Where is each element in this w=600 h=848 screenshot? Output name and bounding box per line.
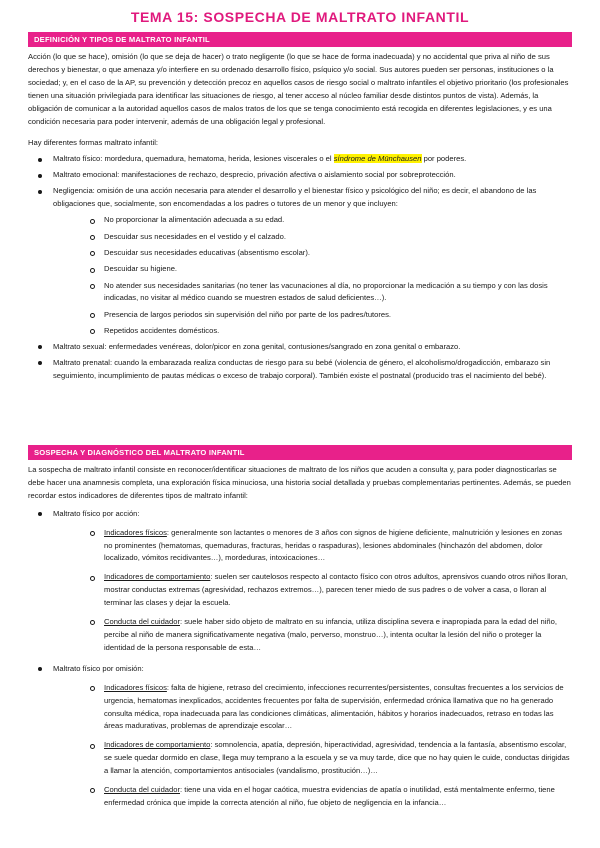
list-item-negligencia (28, 185, 572, 338)
list-item-por-accion (28, 508, 572, 655)
indicators-list (28, 508, 572, 810)
accion-sublist (53, 527, 572, 655)
indicator-text: : tiene una vida en el hogar caótica, muestra evidencias de apatía o inutilidad, está mentalmente enfermo, tiene enfermedad crónica que impide la correcta atención al niño, fue objeto de negligencia en la infancia… (104, 785, 555, 807)
indicator-label: Indicadores físicos (104, 527, 167, 537)
list-item: Descuidar sus necesidades educativas (absentismo escolar). (53, 247, 572, 260)
list-item (53, 527, 572, 566)
types-list (28, 153, 572, 382)
list-item: No atender sus necesidades sanitarias (no tener las vacunaciones al día, no proporcionar la medicación a su tiempo y con las dosis indicadas, no visitar al médico cuando se muestren estados de salud deficientes…). (53, 280, 572, 306)
indicator-label: Indicadores de comportamiento (104, 572, 211, 582)
indicator-text: : suelen ser cautelosos respecto al contacto físico con otros adultos, aprensivos cuando otros niños lloran, mostrar conductas extremas (agresividad, rechazos extremos…), parecen tener miedo de sus padres o de volver a casa, o lloran al terminar las clases y dejar la escuela. (104, 572, 568, 608)
list-item (53, 682, 572, 734)
accion-label: Maltrato físico por acción: (53, 508, 140, 518)
indicator-label: Indicadores de comportamiento (104, 740, 211, 750)
indicator-label: Conducta del cuidador (104, 617, 180, 627)
indicator-text: : somnolencia, apatía, depresión, hiperactividad, agresividad, tendencia a la fantasía, absentismo escolar, se suele quedar dormido en clase, llega muy temprano a la escuela y se va muy tarde, dice que no hay quien le cuide, conductas dirigidas a llamar la atención, comportamientos antisociales (vandalismo, prostitución…)… (104, 740, 570, 776)
list-item: Presencia de largos periodos sin supervisión del niño por parte de los padres/tutores. (53, 309, 572, 322)
definition-paragraph: Acción (lo que se hace), omisión (lo que se deja de hacer) o trato negligente (lo que se hace de forma inadecuada) y no accidental que priva al niño de sus derechos y bienestar, o que amenaza y/o interfiere en su ordenado desarrollo físico, psíquico y/o social. Sus autores pueden ser personas, instituciones o la sociedad; y, en el caso de la AP, su prevención y detección precoz en aquellos casos de riesgo social o maltrato infantiles el objetivo prioritario (los profesionales tienen una situación privilegiada para identificar las situaciones de riesgo, al tener acceso al núcleo familiar desde distintos puntos de vista). Además, la obligación de comunicar a la autoridad aquellos casos de malos tratos de los que se tenga conocimiento está recogida en diferentes legislaciones, y es una condición necesaria para poder intervenir, además de una obligación legal y profesional. (28, 52, 569, 126)
omision-sublist (53, 682, 572, 810)
list-item: Descuidar sus necesidades en el vestido y el calzado. (53, 231, 572, 244)
list-item-maltrato-prenatal: Maltrato prenatal: cuando la embarazada realiza conductas de riesgo para su bebé (violencia de género, el alcoholismo/drogadicción, embarazo sin seguimiento, incumplimiento de pautas médicas o exceso de trabajo corporal). También existe el postnatal (producido tras el nacimiento del bebé). (28, 357, 572, 383)
indicator-label: Indicadores físicos (104, 682, 167, 692)
negligencia-text: Negligencia: omisión de una acción necesaria para atender el desarrollo y el bienestar físico y psicológico del niño; es decir, el abandono de las obligaciones que, socialmente, son encomendadas a los padres o tutores de un menor y que incluyen: (53, 186, 537, 209)
section-definicion (28, 32, 572, 434)
indicator-text: : suele haber sido objeto de maltrato en su infancia, utiliza disciplina severa e inapropiada para la edad del niño, percibe al niño de manera significativamente negativa (malo, perverso, monstruo…), intenta ocultar la lesión del niño o proteger la identidad de la persona responsable de esta… (104, 617, 557, 652)
page-title: TEMA 15: SOSPECHA DE MALTRATO INFANTIL (130, 9, 470, 25)
list-item-por-omision (28, 663, 572, 810)
indicator-text: : generalmente son lactantes o menores de 3 años con signos de higiene deficiente, malnutrición y lesiones en zonas no prominentes (hematomas, quemaduras, fracturas, heridas o raspaduras), lesiones abdominales (hinchazón del abdomen, dolor localizado, vómitos recidivantes…), mordeduras, intoxicaciones… (104, 527, 563, 563)
list-item (53, 784, 572, 810)
list-item-maltrato-emocional: Maltrato emocional: manifestaciones de rechazo, desprecio, privación afectiva o aislamiento social por sobreprotección. (28, 169, 572, 182)
munchausen-highlight: síndrome de Münchausen (333, 154, 422, 164)
indicator-text: : falta de higiene, retraso del crecimiento, infecciones recurrentes/persistentes, consultas frecuentes a los servicios de urgencia, hematomas inexplicados, accidentes frecuentes por falta de supervisión, enfermedad crónica llamativa que no ha generado consulta médica, ropa inadecuada para las condiciones climáticas, alimentación, hábitos y horarios inadecuados, retraso en todas las áreas madurativas, problemas de aprendizaje escolar… (104, 682, 564, 731)
omision-label: Maltrato físico por omisión: (53, 663, 144, 673)
list-item-maltrato-fisico (28, 153, 572, 166)
list-item: Descuidar su higiene. (53, 263, 572, 276)
section-heading-definicion: DEFINICIÓN Y TIPOS DE MALTRATO INFANTIL (28, 32, 572, 47)
list-item (53, 571, 572, 610)
fisico-text: Maltrato físico: mordedura, quemadura, hematoma, herida, lesiones viscerales o el (53, 154, 334, 164)
list-item-maltrato-sexual: Maltrato sexual: enfermedades venéreas, dolor/picor en zona genital, contusiones/sangrado en zona genital o embarazo. (28, 341, 572, 354)
list-item: No proporcionar la alimentación adecuada a su edad. (53, 214, 572, 227)
list-item (53, 739, 572, 778)
section-heading-sospecha: SOSPECHA Y DIAGNÓSTICO DEL MALTRATO INFANTIL (28, 445, 572, 460)
fisico-text-end: por poderes. (421, 154, 467, 164)
negligencia-sublist (53, 214, 572, 338)
indicator-label: Conducta del cuidador (104, 785, 180, 795)
types-intro: Hay diferentes formas maltrato infantil: (28, 138, 158, 148)
sospecha-paragraph: La sospecha de maltrato infantil consiste en reconocer/identificar situaciones de maltrato de los niños que acuden a consulta y, para poder diagnosticarlas se debe hacer una anamnesis completa, una exploración física minuciosa, una historia social detallada y pruebas complementarias pertinentes. Además, se pueden recordar estos indicadores de diferentes tipos de maltrato infantil: (28, 465, 571, 500)
list-item: Repetidos accidentes domésticos. (53, 325, 572, 338)
list-item (53, 616, 572, 655)
